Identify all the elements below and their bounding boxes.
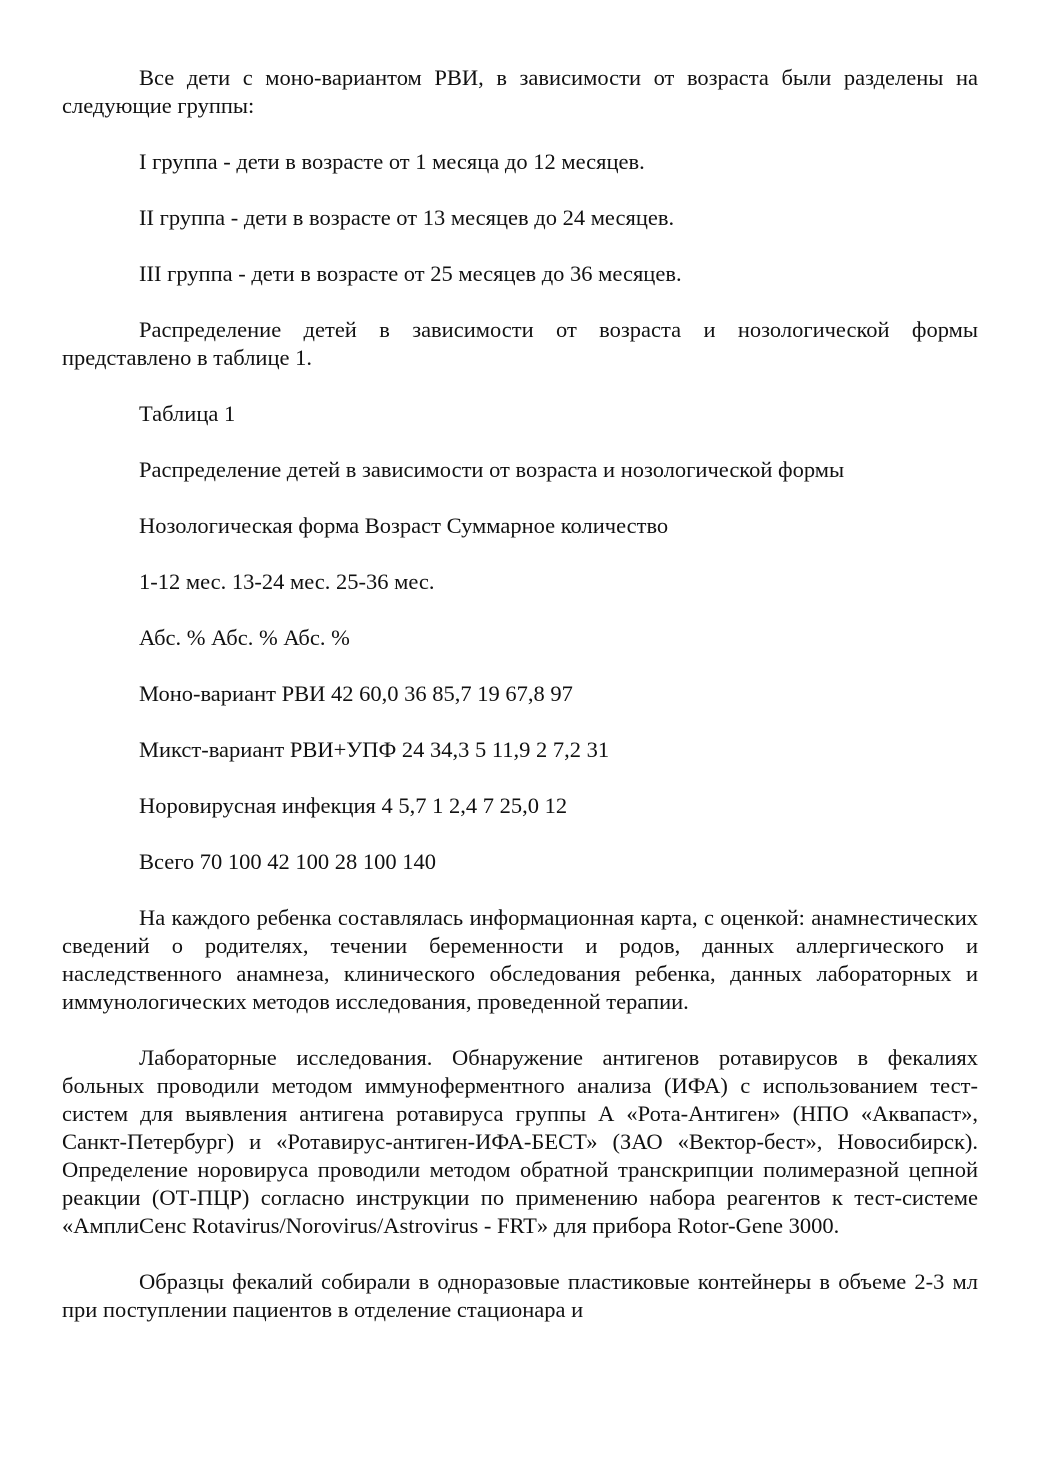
group-2-line: II группа - дети в возрасте от 13 месяцев до 24 месяцев.: [139, 205, 675, 230]
table-age-row: 1-12 мес. 13-24 мес. 25-36 мес.: [139, 569, 435, 594]
table-total-row: Всего 70 100 42 100 28 100 140: [139, 849, 437, 874]
paragraph-distribution: Распределение детей в зависимости от возраста и нозологической формы представлено в таблице 1.: [62, 317, 978, 370]
group-3-line: III группа - дети в возрасте от 25 месяцев до 36 месяцев.: [139, 261, 682, 286]
paragraph-info-card: На каждого ребенка составлялась информационная карта, с оценкой: анамнестических сведений о родителях, течении беременности и родов, данных аллергического и наследственного анамнеза, клинического обследования ребенка, данных лабораторных и иммунологических методов исследования, проведенной терапии.: [62, 905, 978, 1014]
table-row: Моно-вариант РВИ 42 60,0 36 85,7 19 67,8 97: [139, 681, 573, 706]
table-row: Норовирусная инфекция 4 5,7 1 2,4 7 25,0 12: [139, 793, 568, 818]
table-units-row: Абс. % Абс. % Абс. %: [139, 625, 350, 650]
paragraph-lab-research: Лабораторные исследования. Обнаружение антигенов ротавирусов в фекалиях больных проводили методом иммуноферментного анализа (ИФА) с использованием тест-систем для выявления антигена ротавируса группы А «Рота-Антиген» (НПО «Аквапаст», Санкт-Петербург) и «Ротавирус-антиген-ИФА-БЕСТ» (ЗАО «Вектор-бест», Новосибирск). Определение норовируса проводили методом обратной транскрипции полимеразной цепной реакции (ОТ-ПЦР) согласно инструкции по применению набора реагентов к тест-системе «АмплиСенс Rotavirus/Norovirus/Astrovirus - FRT» для прибора Rotor-Gene 3000.: [62, 1045, 978, 1238]
paragraph-samples: Образцы фекалий собирали в одноразовые пластиковые контейнеры в объеме 2-3 мл при поступлении пациентов в отделение стационара и: [62, 1269, 978, 1322]
group-1-line: I группа - дети в возрасте от 1 месяца до 12 месяцев.: [139, 149, 645, 174]
paragraph-intro: Все дети с моно-вариантом РВИ, в зависимости от возраста были разделены на следующие группы:: [62, 65, 978, 118]
table-caption: Распределение детей в зависимости от возраста и нозологической формы: [139, 457, 845, 482]
table-header-row: Нозологическая форма Возраст Суммарное количество: [139, 513, 669, 538]
table-label: Таблица 1: [139, 401, 236, 426]
document-page: [62, 64, 978, 1324]
table-row: Микст-вариант РВИ+УПФ 24 34,3 5 11,9 2 7,2 31: [139, 737, 610, 762]
